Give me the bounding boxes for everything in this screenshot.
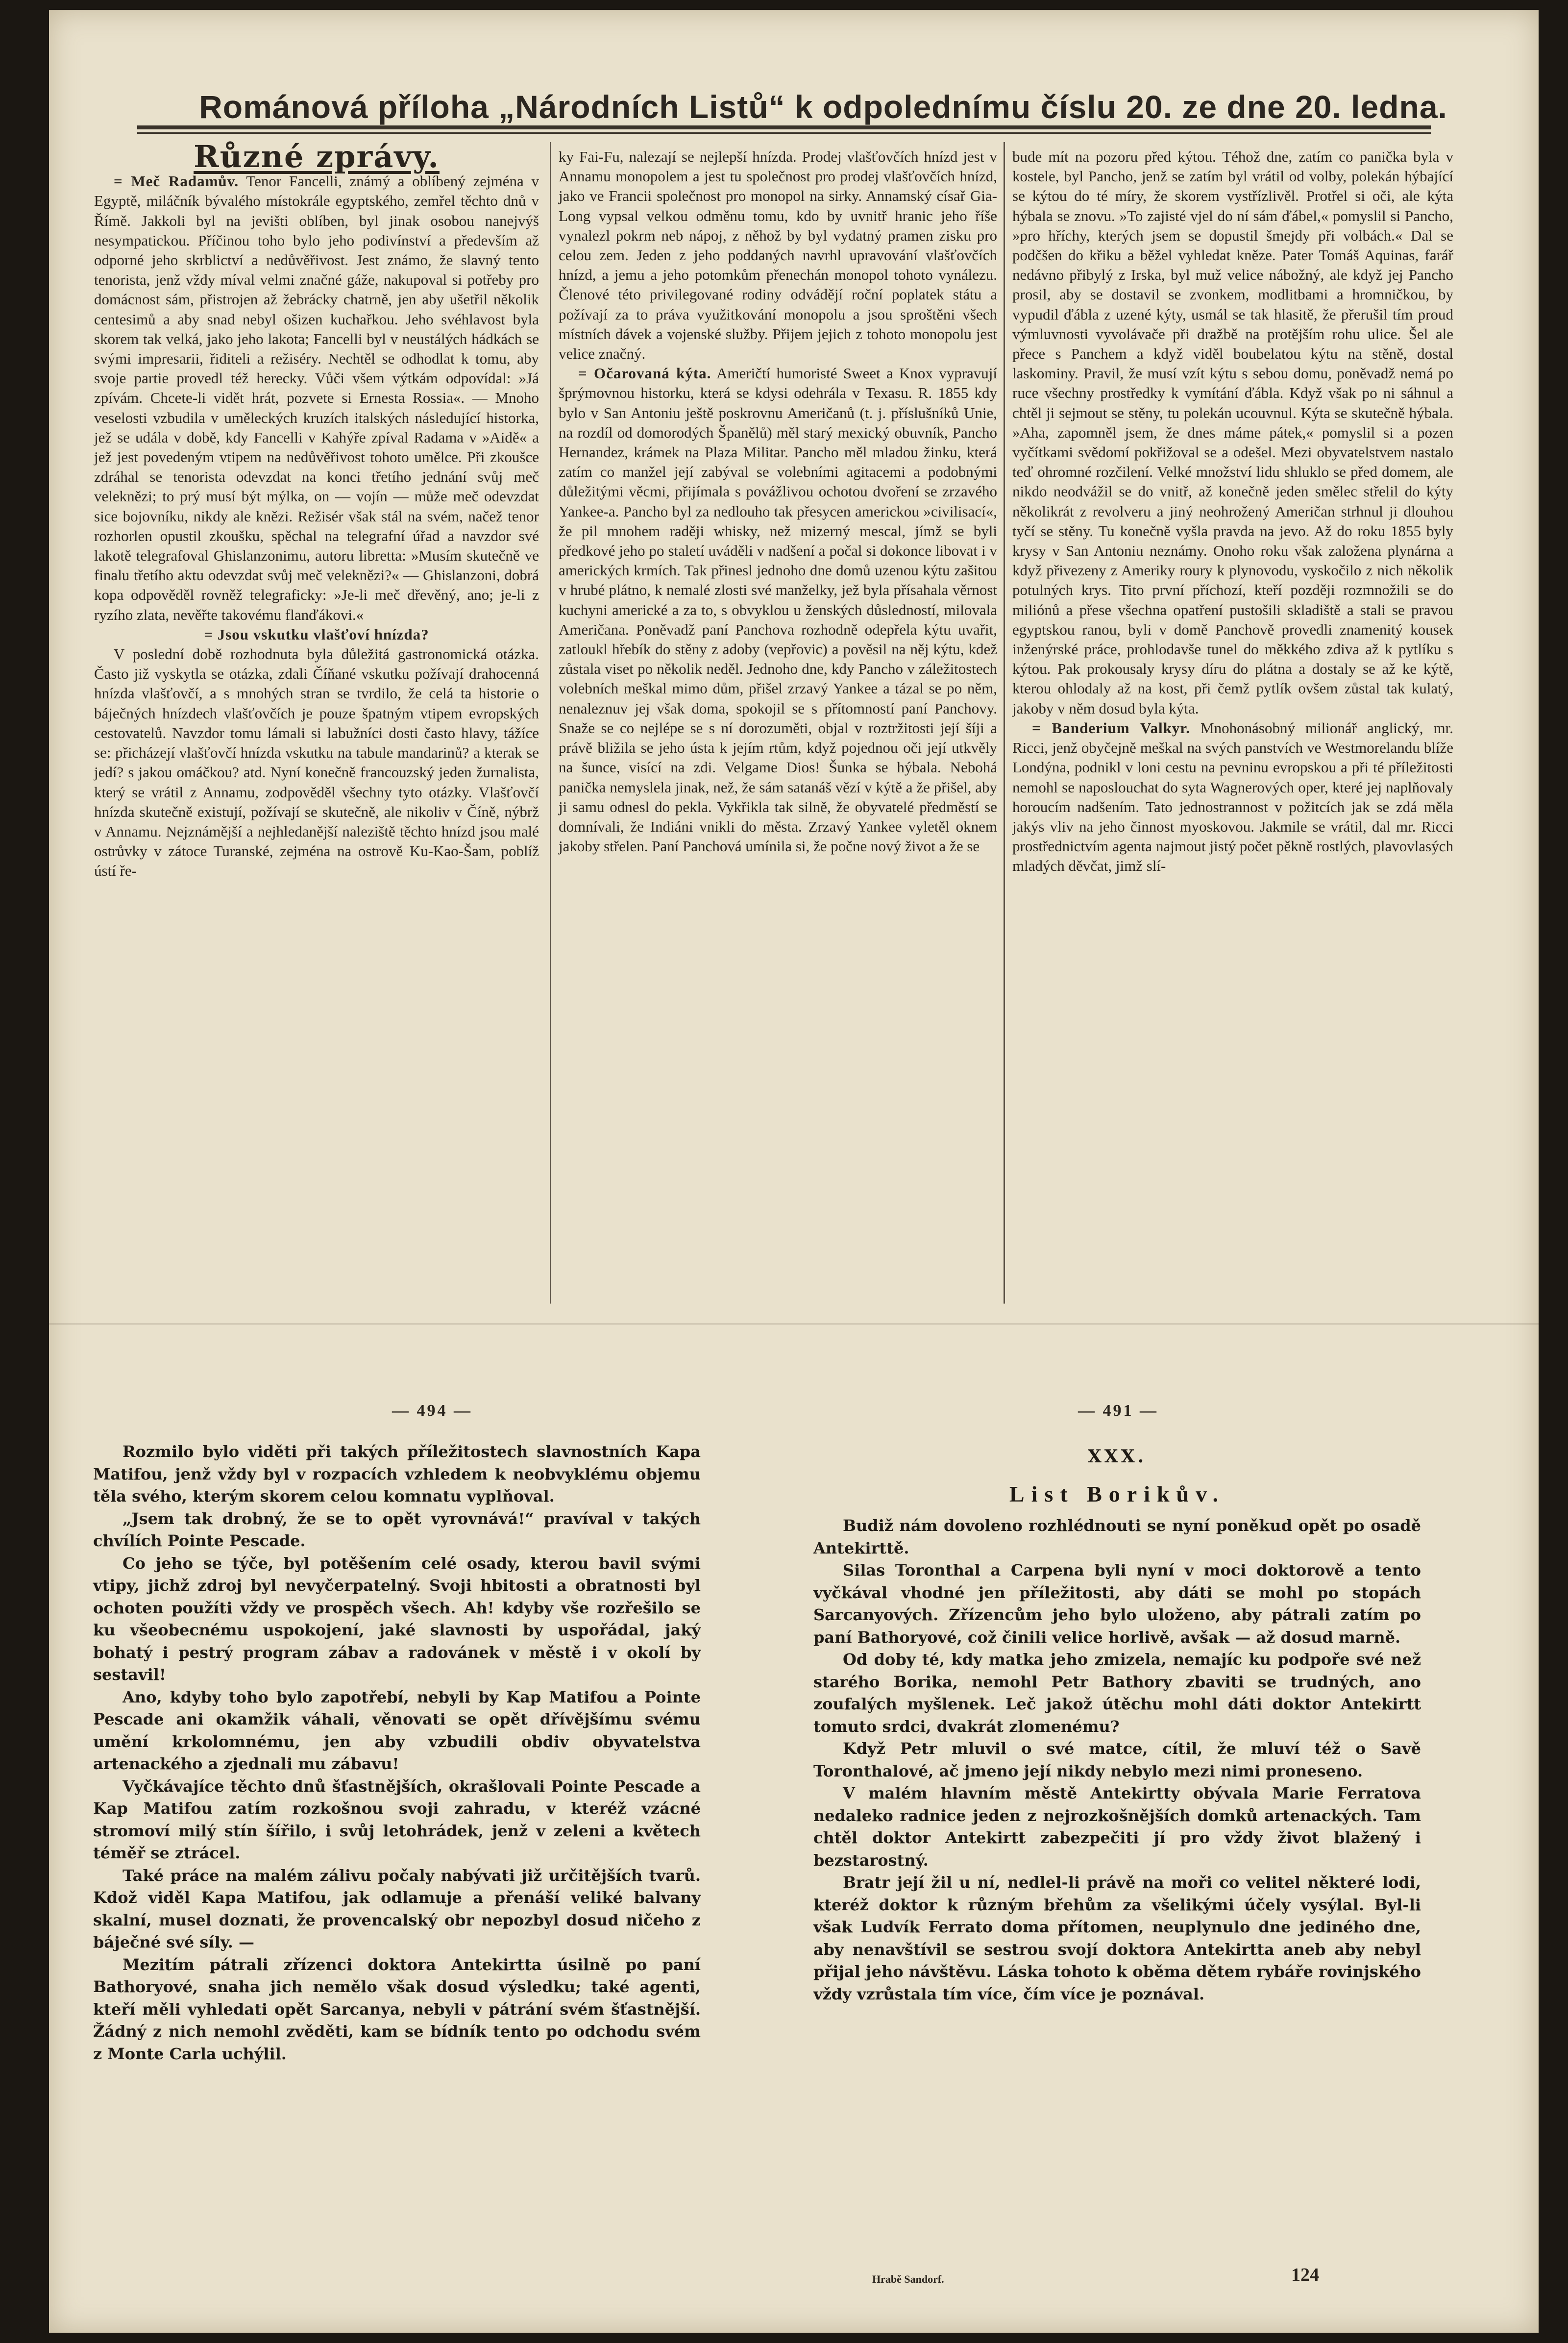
column-2 — [559, 147, 997, 856]
novel-paragraph: Co jeho se týče, byl potěšením celé osady, kterou bavil svými vtipy, jichž zdroj byl nevyčerpatelný. Svoji hbitosti a obratnosti byl ochoten použíti vždy ve prospěch všech. Ah! kdyby vše rozřešilo se ku všeobecnému uspokojení, jaké slavnosti by uspořádal, jaký bohatý i pestrý program zábav a radovánek v městě i v okolí by sestavil! — [93, 1554, 701, 1684]
page-fold — [49, 1323, 1539, 1325]
article-heading: = Jsou vskutku vlašťoví hnízda? — [204, 625, 429, 643]
article-paragraph — [94, 172, 539, 625]
column-1 — [94, 139, 539, 881]
article-text: V poslední době rozhodnuta byla důležitá gastronomická otázka. Často již vyskytla se otázka, zdali Číňané vskutku požívají drahocenná hnízda vlašťovčí, a s mnohých stran se tvrdilo, že celá ta historie o báječných hnízdech vlašťovčích je pouze špatným vtipem evropských cestovatelů. Navzdor tomu lámali si labužníci dosti často hlavy, tážíce se: přicházejí vlašťovčí hnízda vskutku na tabule mandarinů? a kterak se jedí? s jakou omáčkou? atd. Nyní konečně francouzský jeden žurnalista, který se vrátil z Annamu, zodpověděl všechny tyto otázky. Vlašťovčí hnízda skutečně existují, požívají se skutečně, ale nikoliv v Číně, nýbrž v Annamu. Nejznámější a nejhledanější naleziště těchto hnízd jsou malé ostrůvky v zátoce Turanské, zejména na ostrově Ku-Kao-Šam, poblíž ústí ře- — [94, 645, 539, 880]
novel-paragraph: „Jsem tak drobný, že se to opět vyrovnává!“ pravíval v takých chvílích Pointe Pescade. — [93, 1509, 701, 1550]
article-paragraph — [94, 644, 539, 881]
novel-paragraph: Od doby té, kdy matka jeho zmizela, nemajíc ku podpoře své než starého Borika, nemohl Petr Bathory zbaviti se trudných, ano zoufalých myšlenek. Leč jakož útěchu mohl dáti doktor Antekirtt tomuto srdci, dvakrát zlomenému? — [813, 1650, 1421, 1736]
left-page-number: — 494 — — [392, 1402, 472, 1420]
article-text: bude mít na pozoru před kýtou. Téhož dne, zatím co panička byla v kostele, byl Pancho, jenž se zatím byl vrátil od volby, polekán hýbající se kýtou do té míry, že skorem vystřízlivěl. Protřel si oči, ale kýta hýbala se znovu. »To zajisté vjel do ní sám ďábel,« pomyslil si Pancho, »pro hříchy, kterých jsem se dopustil šmejdy při volbách.« Dal se podčšen do křiku a běžel vyhledat kněze. Pater Tomáš Aquinas, farář nedávno přibylý z Irska, byl muž velice nábožný, ale když jej Pancho prosil, aby se dostavil se zvonkem, modlitbami a hromničkou, by vypudil ďábla z uzené kýty, usmál se tak hlasitě, že přerušil tím proud výmluvnosti vyvolávače při dražbě na protějším rohu ulice. Šel ale přece s Panchem a když viděl boubelatou kýtu na stěně, dostal laskominy. Pravil, že musí vzít kýtu s sebou domu, poněvadž nemá po ruce všechny prostředky k vymítání ďábla. Když však po ni sáhnul a chtěl ji sejmout se stěny, tu polekán ucouvnul. Kýta se skutečně hýbala. »Aha, zapomněl jsem, že dnes máme pátek,« pomyslil si a pozen vyčítkami svědomí pokřižoval se a odešel. Mezi obyvatelstvem nastalo teď ohromné rozčilení. Velké množství lidu shluklo se před domem, ale nikdo neodvážil se do vnitř, až konečně jeden smělec střelil do kýty několikrát z revolveru a jiný neohrožený Američan strhnul ji dlouhou tyčí se stěny. Tu konečně vyšla pravda na jevo. Až do roku 1855 byly krysy v San Antoniu neznámy. Onoho roku však založena plynárna a když přivezeny z Ameriky roury k plynovodu, vyskočilo z nich několik potulných krys. Tito první příchozí, kteří později rozmnožili se do miliónů a přese všechna opatření pustošili skladiště a stali se pravou egyptskou ranou, byli v domě Panchově provedli znamenitý kousek inženýrské práce, prohlodavše tunel do měkkého zdiva až k pytlíku s kýtou. Pak prokousaly krysy díru do plátna a dostaly se až ke kýtě, kterou ohlodaly až na kost, při čemž pytlík ovšem zůstal tak kulatý, jakoby v něm dosud byla kýta. — [1012, 148, 1453, 717]
article-text: Mnohonásobný milionář anglický, mr. Ricci, jenž obyčejně meškal na svých panstvích ve Westmorelandu blíže Londýna, podnikl v loni cestu na pevninu evropskou a při té příležitosti nemohl se naposlouchat do syta Wagnerových oper, které jej naplňovaly horoucím nadšením. Tato jednostrannost v požitcích jak se zdá měla jakýs vliv na jeho činnost myoskovou. Jakmile se vrátil, dal mr. Ricci prostřednictvím agenta najmout jistý počet pěkně rostlých, plavovlasých mladých děvčat, jimž slí- — [1012, 719, 1453, 875]
novel-paragraph: Bratr její žil u ní, nedlel-li právě na moři co velitel některé lodi, kteréž doktor k různým břehům za všelikými účely vysýlal. Byl-li však Ludvík Ferrato doma přítomen, neuplynulo dne jediného dne, aby nenavštívil se sestrou svojí doktora Antekirtta aneb aby nebyl přijal jeho návštěvu. Láska tohoto k oběma dětem rybáře rovinjského vždy vzrůstala tím více, čím více je poznával. — [813, 1873, 1421, 2003]
article-paragraph — [1012, 147, 1453, 718]
novel-paragraph: Mezitím pátrali zřízenci doktora Antekirtta úsilně po paní Bathoryové, snaha jich nemělo však dosud výsledku; také agenti, kteří měli vyhledati opět Sarcanya, nebyli v pátrání svém šťastnější. Žádný z nich nemohl zvěděti, kam se bídník tento po odchodu svém z Monte Carla uchýlil. — [93, 1955, 701, 2063]
article-text: Tenor Fancelli, známý a oblíbený zejména v Egyptě, miláčník bývalého místokrále egyptského, zemřel těchto dnů v Římě. Jakkoli byl na jevišti oblíben, byl jinak osobou nanejvýš nesympatickou. Příčinou toho bylo jeho podivínství a především až odporné jeho skrblictví a nedůvěřivost. Jest známo, že slavný tento tenorista, jenž vždy míval velmi značné gáže, nakupoval si potřeby pro domácnost sám, přistrojen až žebrácky chatrně, jen aby ušetřil několik centesimů a aby snad nebyl ošizen kuchařkou. Jeho svéhlavost byla skorem tak velká, jako jeho lakota; Fancelli byl v neustálých hádkách se svými impresarii, řiditeli a režiséry. Nechtěl se odhodlat k tomu, aby svoje partie provedl též herecky. Vůči všem výtkám odpovídal: »Já zpívám. Chcete-li vidět hrát, pozvete si Ernesta Rossia«. — Mnoho veselosti vzbudila v uměleckých kruzích italských následující historka, jež se udála v době, kdy Fancelli v Kahýře zpíval Radama v »Aidě« a jež jest povedeným vtipem na nedůvěřivost tohoto umělce. Při zkoušce zdráhal se tenorista odevzdat na konci třetího jednání svůj meč veleknězi; to prý musí být mýlka, on — vojín — může meč odevzdat sice bojovníku, nikdy ale knězi. Režisér však stál na svém, načež tenor rozhorlen opustil zkoušku, spěchal na telegrafní úřad a navzdor své lakotě telegrafoval Ghislanzonimu, autoru libretta: »Musím skutečně ve finalu třetího aktu odevzdat svůj meč veleknězi?« — Ghislanzoni, dobrá kopa odpověděl rovněž telegraficky: »Je-li meč dřevěný, ano; je-li z ryzího zlata, nevěřte takovému flanďákovi.« — [94, 173, 539, 623]
article-paragraph — [559, 147, 997, 364]
footer-book-title: Hrabě Sandorf. — [872, 2273, 944, 2285]
article-heading: = Očarovaná kýta. — [578, 365, 711, 382]
chapter-number: XXX. — [1087, 1446, 1147, 1467]
novel-right-page — [813, 1441, 1421, 2005]
header-rule — [137, 125, 1431, 129]
column-divider — [1004, 142, 1005, 1304]
article-text: Američtí humoristé Sweet a Knox vypravují šprýmovnou historku, která se kdysi odehrála v Texasu. R. 1855 kdy bylo v San Antoniu ještě poskrovnu Američanů (t. j. příslušníků Unie, na rozdíl od domorodých Španělů) měl starý mexický obuvník, Pancho Hernandez, krámek na Plaza Militar. Pancho měl mladou žinku, která zatím co manžel její zabýval se volebními agitacemi a podobnými důležitými věcmi, přijímala s povážlivou ochotou dvoření se zrzavého Yankee-a. Pancho byl za nedlouho tak přesycen americkou »civilisací«, že pil mnohem raději whisky, než mizerný mescal, jímž se byli předkové jeho po staletí uváděli v nadšení a počal si dokonce libovat i v amerických krmích. Tak přinesl jednoho dne domů uzenou kýtu zašitou v hrubé plátno, k nemalé zlosti své manželky, jež byla přísahala věrnost kuchyni americké a za to, s obvyklou u ženských důsledností, milovala Američana. Poněvadž paní Panchova rozhodně odepřela kýtu uvařit, zatloukl hřebík do stěny z adoby (vepřovic) a pověsil na něj kýtu, kdež zůstala viset po několik neděl. Jednoho dne, kdy Pancho v záležitostech volebních meškal mimo dům, přišel zrzavý Yankee a tázal se po něm, nenaleznuv jej však doma, spokojil se s přítomností paní Panchovy. Snaže se co nejlépe se s ní dorozuměti, objal v roztržitosti její šíji a právě bližila se jeho ústa k jejím rtům, když pojednou oči její utkvěly na šunce, visící na zdi. Velgame Dios! Šunka se hýbala. Nebohá panička nemyslela jinak, než, že sám satanáš vězí v kýtě a že přišel, aby ji samu odnesl do pekla. Vykřikla tak silně, že obyvatelé předměstí se domnívali, že Indiáni vnikli do města. Zrzavý Yankee vyletěl oknem jakoby střelen. Paní Panchová umínila si, že počne nový život a že se — [559, 365, 998, 855]
article-text: ky Fai-Fu, nalezají se nejlepší hnízda. Prodej vlašťovčích hnízd jest v Annamu monopolem a jest tu společnost pro prodej vlašťovčích hnízd, jako ve Francii společnost pro monopol na sirky. Annamský císař Gia-Long vypsal velkou odměnu tomu, kdo by uvnitř hranic jeho říše vynalezl pokrm neb nápoj, z něhož by byl vydatný pramen zisku pro celou zem. Jeden z jeho poddaných navrhl upravování vlašťovčích hnízd, a jemu a jeho potomkům přenechán monopol tohoto vynálezu. Členové této privilegované rodiny odvádějí roční poplatek státu a požívají za to práva využitkování monopolu a jsou sproštěni všech místních dávek a vojenské služby. Přijem jejich z tohoto monopolu jest velice značný. — [559, 148, 997, 363]
article-paragraph — [559, 364, 997, 856]
novel-paragraph: Vyčkávajíce těchto dnů šťastnějších, okrašlovali Pointe Pescade a Kap Matifou zatím rozkošnou svoji zahradu, v kteréž vzácné stromoví milý stín šířilo, i svůj letohrádek, jenž v zeleni a květech téměř se ztrácel. — [93, 1776, 701, 1862]
novel-paragraph: Ano, kdyby toho bylo zapotřebí, nebyli by Kap Matifou a Pointe Pescade ani okamžik váhali, věnovati se opět dřívějšímu svému umění krkolomnému, jen aby vzbudili obdiv obyvatelstva artenackého a zjednali mu zábavu! — [93, 1687, 701, 1773]
article-heading-line — [94, 625, 539, 644]
masthead-title: Románová příloha „Národních Listů“ k odpolednímu číslu 20. ze dne 20. ledna. — [199, 89, 1447, 125]
column-divider — [550, 142, 551, 1304]
section-title: Různé zprávy. — [194, 139, 440, 174]
novel-paragraph: Když Petr mluvil o své matce, cítil, že mluví též o Savě Toronthalové, ač jmeno její nikdy nebylo mezi nimi proneseno. — [813, 1739, 1421, 1780]
novel-paragraph: Silas Toronthal a Carpena byli nyní v moci doktorově a tento vyčkával vhodné jen příležitosti, aby dáti se mohl po stopách Sarcanyových. Zřízencům jeho bylo uloženo, aby pátrali zatím po paní Bathoryové, což činili velice horlivě, avšak — až dosud marně. — [813, 1561, 1421, 1647]
novel-left-page — [93, 1441, 701, 2065]
novel-paragraph: Rozmilo bylo viděti při takých příležitostech slavnostních Kapa Matifou, jenž vždy byl v rozpacích vzhledem k neobvyklému objemu těla svého, kterým skorem celou komnatu vyplňoval. — [93, 1442, 701, 1505]
column-3 — [1012, 147, 1453, 876]
chapter-title: List Borikův. — [1009, 1481, 1225, 1506]
header-rule-thin — [137, 132, 1431, 134]
novel-paragraph: V malém hlavním městě Antekirtty obývala Marie Ferratova nedaleko radnice jeden z nejrozkošnějších domků artenackých. Tam chtěl doktor Antekirtt zabezpečiti jí pro vždy život blažený i bezstarostný. — [813, 1784, 1421, 1870]
article-paragraph — [1012, 718, 1453, 876]
newspaper-page — [49, 10, 1539, 2333]
article-heading: = Meč Radamův. — [114, 173, 239, 190]
footer-sheet-number: 124 — [1291, 2265, 1319, 2285]
article-heading: = Banderium Valkyr. — [1032, 719, 1191, 737]
novel-paragraph: Také práce na malém zálivu počaly nabývati již určitějších tvarů. Kdož viděl Kapa Matifou, jak odlamuje a přenáší veliké balvany skalní, musel doznati, že provencalský obr nepozbyl dosud ničeho z báječné své síly. — — [93, 1866, 701, 1951]
right-page-number: — 491 — — [1078, 1402, 1158, 1420]
novel-paragraph: Budiž nám dovoleno rozhlédnouti se nyní poněkud opět po osadě Antekirttě. — [813, 1516, 1421, 1557]
